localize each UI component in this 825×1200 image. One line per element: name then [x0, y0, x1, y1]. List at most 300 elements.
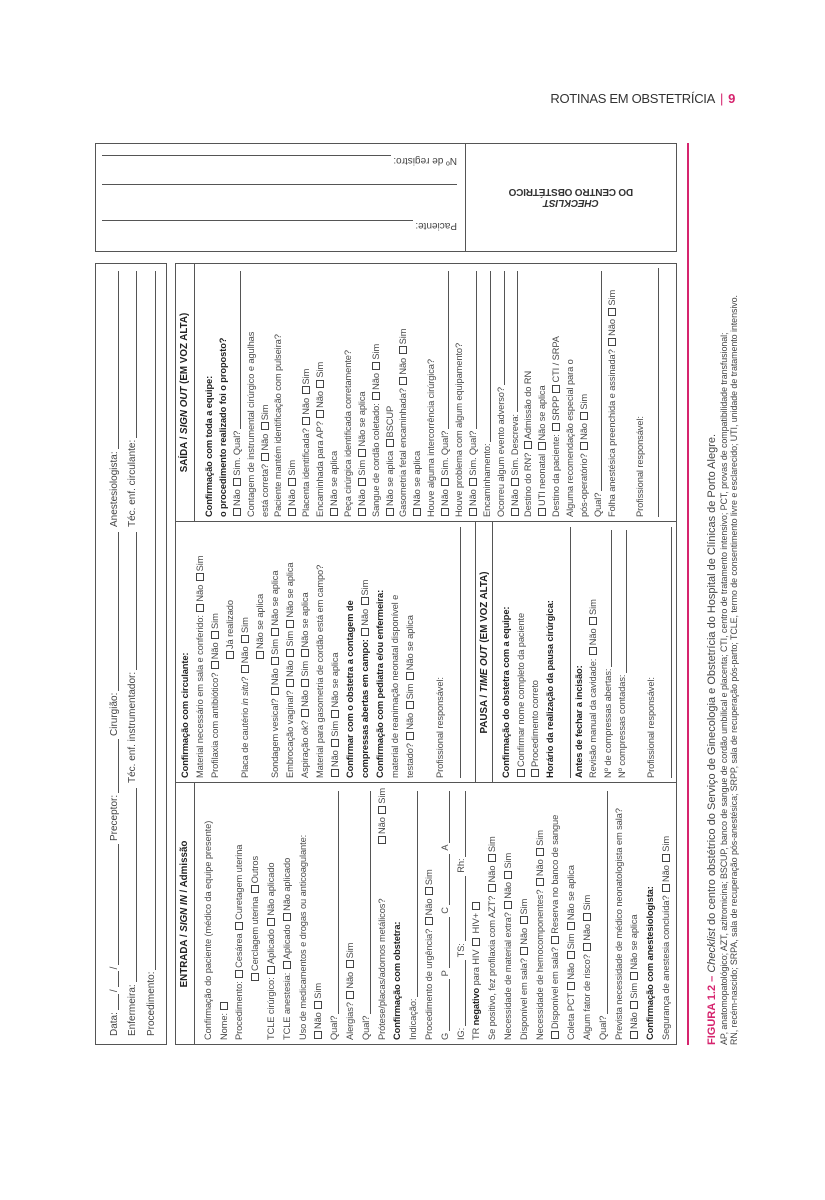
item-text: Procedimento de urgência?	[424, 926, 435, 1040]
nurse-field[interactable]	[124, 788, 138, 1036]
item-text: Sim	[578, 393, 589, 410]
checkbox[interactable]	[469, 478, 477, 486]
item-text: Algum fator de risco?	[582, 951, 593, 1040]
checkbox[interactable]	[520, 947, 528, 955]
checkbox[interactable]	[361, 628, 369, 636]
item-text: Sim	[376, 788, 387, 804]
checkbox[interactable]	[406, 732, 414, 740]
checkbox[interactable]	[358, 449, 366, 457]
item-text: Sim	[287, 460, 298, 476]
item-text: Não	[404, 710, 415, 730]
item-text: Não	[503, 879, 514, 899]
running-header-title: ROTINAS EM OBSTETRÍCIA	[550, 91, 715, 106]
checkbox[interactable]	[583, 943, 591, 951]
write-in-line[interactable]	[370, 791, 371, 1014]
checkbox[interactable]	[301, 679, 309, 687]
item-text: Já realizado	[224, 600, 235, 649]
checklist-item	[402, 527, 417, 778]
item-text: Sim	[404, 681, 415, 700]
item-text: Não	[359, 606, 370, 626]
checkbox[interactable]	[580, 442, 588, 450]
checklist-title-line2: DO CENTRO OBSTÉTRICO	[508, 186, 634, 198]
item-text: Não	[509, 486, 520, 506]
item-text: Destino da paciente:	[551, 431, 562, 517]
item-text: Folha anestésica preenchida e assinada?	[606, 346, 617, 517]
checkbox[interactable]	[316, 410, 324, 418]
write-in-line[interactable]	[465, 791, 466, 857]
checkbox[interactable]	[271, 628, 279, 636]
item-text: Não aplicado	[266, 862, 277, 916]
figure-caption	[706, 143, 739, 1045]
checkbox[interactable]	[288, 508, 296, 516]
checkbox[interactable]	[251, 973, 259, 981]
checkbox[interactable]	[504, 901, 512, 909]
item-bold-text: Confirmação com obstetra:	[392, 921, 403, 1040]
checkbox[interactable]	[517, 769, 525, 777]
checkbox[interactable]	[314, 1001, 322, 1009]
item-text: TR	[471, 1025, 482, 1040]
checklist-item	[563, 788, 579, 1040]
item-text: Ocorreu algum evento adverso?	[495, 387, 506, 517]
patient-label: Paciente:	[415, 220, 457, 231]
item-text: Sim	[398, 328, 409, 345]
item-text: Não se aplica	[404, 615, 415, 671]
item-text: IG:	[455, 1027, 466, 1040]
item-text: Necessidade de hemocomponentes?	[534, 887, 545, 1040]
checkbox[interactable]	[520, 916, 528, 924]
item-text: Aplicado	[281, 921, 292, 960]
checkbox[interactable]	[372, 362, 380, 370]
item-text: Uso de medicamentos e drogas ou anticoagulante:	[297, 834, 308, 1040]
checkbox[interactable]	[283, 961, 291, 969]
surgeon-field[interactable]	[106, 532, 120, 736]
item-text: Aplicado	[266, 926, 277, 964]
checklist-item	[484, 788, 500, 1040]
checkbox[interactable]	[630, 1001, 638, 1009]
write-in-line[interactable]	[449, 854, 450, 906]
checklist-item	[202, 268, 216, 517]
item-text: Não	[370, 370, 381, 390]
checkbox[interactable]	[316, 380, 324, 388]
checkbox[interactable]	[361, 597, 369, 605]
item-text: Sim	[284, 628, 295, 647]
checkbox[interactable]	[301, 709, 309, 717]
preceptor-field[interactable]	[106, 739, 120, 841]
checkbox[interactable]	[196, 604, 204, 612]
checklist-item	[341, 268, 355, 517]
signature-line[interactable]	[659, 527, 674, 778]
checkbox[interactable]	[406, 701, 414, 709]
checklist-item	[285, 268, 299, 517]
checklist-item	[615, 527, 630, 778]
item-text: Não	[424, 896, 435, 916]
checklist-item	[222, 527, 237, 778]
checkbox[interactable]	[226, 651, 234, 659]
rotated-page-content	[95, 143, 740, 1045]
item-text: Coleta PCT	[566, 990, 577, 1040]
checkbox[interactable]	[488, 884, 496, 892]
checkbox[interactable]	[286, 679, 294, 687]
checkbox[interactable]	[524, 441, 532, 449]
checkbox[interactable]	[233, 478, 241, 486]
checkbox[interactable]	[331, 739, 339, 747]
write-in-line[interactable]	[517, 271, 518, 412]
checkbox[interactable]	[301, 649, 309, 657]
instrument-tech-label: Téc. enf. instrumentador:	[127, 671, 138, 783]
checkbox[interactable]	[358, 478, 366, 486]
checklist-item	[342, 788, 358, 1040]
date-year-line[interactable]	[118, 844, 119, 965]
item-text: Profissional responsável:	[434, 677, 445, 778]
checkbox[interactable]	[399, 346, 407, 354]
item-text: Não	[194, 582, 205, 602]
write-in-line[interactable]	[465, 960, 466, 1026]
checklist-item	[630, 527, 645, 778]
checkbox[interactable]	[211, 661, 219, 669]
checklist-item	[216, 268, 230, 517]
item-text: Não	[284, 657, 295, 677]
signature-line[interactable]	[647, 268, 661, 517]
checkbox[interactable]	[386, 508, 394, 516]
checkbox[interactable]	[233, 508, 241, 516]
checkbox[interactable]	[472, 902, 480, 910]
item-text: Não se aplica	[269, 570, 280, 626]
item-text: está correta?	[259, 461, 270, 517]
checkbox[interactable]	[378, 806, 386, 814]
item-bold-text: o procedimento realizado foi o proposto?	[217, 337, 228, 517]
checkbox[interactable]	[488, 854, 496, 862]
caption-abbreviations-1: AP, anatomopatológico; AZT, azitromicina; BSCUP, banco de sangue de cordão umbilical e placenta; CTI, centro de tratamento intensivo; PCT, provas de compatibilidade transfusional;	[719, 332, 729, 1045]
checkbox[interactable]	[552, 423, 560, 431]
item-text: Não	[578, 420, 589, 440]
item-text: Paciente mantém identificação com pulseira?	[273, 334, 284, 517]
item-text: Procedimento:	[234, 978, 245, 1040]
checklist-item	[327, 527, 342, 778]
checkbox[interactable]	[630, 972, 638, 980]
instrument-tech-field[interactable]	[124, 532, 138, 783]
record-number-label: Nº de registro:	[393, 155, 457, 166]
write-in-line[interactable]	[449, 791, 450, 843]
write-in-line[interactable]	[607, 791, 608, 1014]
checkbox[interactable]	[413, 508, 421, 516]
signature-line[interactable]	[447, 527, 462, 778]
checkbox[interactable]	[358, 508, 366, 516]
checkbox[interactable]	[630, 1031, 638, 1039]
checklist-item	[595, 788, 611, 1040]
item-text: Qual?	[329, 1015, 340, 1040]
item-text: Não se aplica	[328, 450, 339, 506]
checklist-item	[516, 788, 532, 1040]
item-text: Qual?	[597, 1015, 608, 1040]
item-text: Cerclagem uterina	[250, 894, 261, 971]
item-text: Não	[629, 1009, 640, 1029]
anesthesiologist-field[interactable]	[106, 271, 120, 527]
item-text: para HIV	[471, 947, 482, 988]
checklist-item	[327, 268, 341, 517]
item-text: Nome:	[218, 1010, 229, 1040]
item-text: Sim	[629, 980, 640, 999]
write-in-line[interactable]	[626, 530, 627, 673]
checklist-item	[313, 268, 327, 517]
item-text: Destino do RN?	[523, 450, 534, 517]
checkbox[interactable]	[552, 385, 560, 393]
procedure-field[interactable]	[143, 271, 157, 1036]
checklist-item	[390, 788, 406, 1040]
checkbox[interactable]	[346, 960, 354, 968]
checkbox[interactable]	[211, 631, 219, 639]
checkbox[interactable]	[567, 951, 575, 959]
item-text: Placenta identificada?	[301, 425, 312, 517]
caption-rule	[687, 143, 689, 1045]
item-text: Sim	[239, 617, 250, 633]
checkbox[interactable]	[504, 871, 512, 879]
write-in-line[interactable]	[601, 271, 602, 491]
checkbox[interactable]	[267, 966, 275, 974]
anesthesiologist-label: Anestesiologista:	[109, 451, 120, 527]
checkbox[interactable]	[386, 439, 394, 447]
checklist-item	[619, 268, 633, 517]
checklist-item	[357, 527, 372, 778]
checkbox[interactable]	[235, 922, 243, 930]
checklist-item	[326, 788, 342, 1040]
item-text: HIV+	[471, 910, 482, 937]
checklist-item	[563, 268, 577, 517]
checkbox[interactable]	[551, 936, 559, 944]
checkbox[interactable]	[314, 1031, 322, 1039]
item-text: Não	[345, 969, 356, 989]
checklist-item	[372, 527, 387, 778]
checkbox[interactable]	[662, 884, 670, 892]
checklist-item	[232, 788, 248, 1040]
checkbox[interactable]	[330, 508, 338, 516]
checkbox[interactable]	[372, 392, 380, 400]
checkbox[interactable]	[589, 647, 597, 655]
write-in-line[interactable]	[504, 271, 505, 385]
checkbox[interactable]	[536, 848, 544, 856]
item-bold-text: Confirmação do obstetra com a equipe:	[501, 606, 512, 778]
date-field[interactable]	[106, 844, 120, 1036]
checklist-item	[421, 788, 437, 1040]
item-text: Sim	[518, 898, 529, 915]
date-label: Data:	[109, 1012, 120, 1036]
item-text: Curetagem uterina	[234, 844, 245, 920]
item-text: Não	[299, 687, 310, 707]
item-text: Peça cirúrgica identificada corretamente?	[342, 350, 353, 517]
item-text: Profissional responsável:	[634, 416, 645, 517]
circulating-tech-field[interactable]	[124, 271, 138, 527]
procedure-label: Procedimento:	[146, 971, 157, 1036]
checkbox[interactable]	[271, 657, 279, 665]
checkbox[interactable]	[235, 970, 243, 978]
checkbox[interactable]	[580, 412, 588, 420]
checklist-item	[480, 268, 494, 517]
item-text: Não	[315, 388, 326, 408]
circulating-tech-label: Téc. enf. circulante:	[127, 439, 138, 527]
checklist-item	[499, 527, 514, 778]
write-in-line[interactable]	[417, 791, 418, 997]
item-text: ?	[239, 674, 250, 682]
item-text: Sim	[424, 869, 435, 886]
write-in-line[interactable]	[465, 876, 466, 942]
checklist-item	[207, 527, 222, 778]
item-text: Não	[356, 486, 367, 506]
checklist-item	[601, 527, 616, 778]
checkbox[interactable]	[302, 386, 310, 394]
checklist-item	[532, 788, 548, 1040]
item-text: Sim	[588, 599, 599, 615]
item-italic-text: in situ	[239, 681, 250, 706]
checkbox[interactable]	[261, 422, 269, 430]
write-in-line[interactable]	[490, 271, 491, 442]
checklist-item	[405, 788, 421, 1040]
item-text: BSCUP	[384, 405, 395, 438]
checkbox[interactable]	[399, 377, 407, 385]
checklist-item	[528, 527, 543, 778]
checkbox[interactable]	[425, 917, 433, 925]
write-in-line[interactable]	[449, 917, 450, 969]
checkbox[interactable]	[472, 938, 480, 946]
item-text: Não	[239, 643, 250, 664]
checkbox[interactable]	[241, 635, 249, 643]
checkbox[interactable]	[302, 417, 310, 425]
checkbox[interactable]	[551, 1031, 559, 1039]
signature-line[interactable]	[557, 527, 572, 778]
checkbox[interactable]	[589, 617, 597, 625]
checkbox[interactable]	[536, 878, 544, 886]
checklist-item	[549, 268, 563, 517]
checklist-item	[252, 527, 267, 778]
item-text: Sim	[209, 613, 220, 629]
item-text: TCLE anestesia:	[281, 970, 292, 1040]
checkbox[interactable]	[608, 338, 616, 346]
item-text: Não	[259, 431, 270, 451]
item-text: CTI / SRPA	[551, 336, 562, 383]
item-text: material de reanimação neonatal disponível e	[389, 594, 400, 778]
checkbox[interactable]	[251, 885, 259, 893]
checkbox[interactable]	[331, 710, 339, 718]
checklist-item	[267, 527, 282, 778]
checkbox[interactable]	[583, 913, 591, 921]
checklist-item	[591, 268, 605, 517]
checklist-item	[500, 788, 516, 1040]
checkbox[interactable]	[220, 1002, 228, 1010]
checklist-item	[369, 268, 383, 517]
item-text: Confirmação do paciente (médico da equipe presente)	[202, 820, 213, 1040]
checklist-item	[642, 788, 658, 1040]
page-number: 9	[728, 91, 735, 106]
item-text: Não	[287, 486, 298, 506]
item-text: Não se aplica	[254, 593, 265, 649]
write-in-line[interactable]	[449, 979, 450, 1031]
checkbox[interactable]	[567, 982, 575, 990]
item-text: Sim	[345, 942, 356, 959]
item-text: Sim	[194, 555, 205, 572]
checkbox[interactable]	[511, 478, 519, 486]
checkbox[interactable]	[346, 991, 354, 999]
write-in-line[interactable]	[338, 791, 339, 1014]
item-text: Não	[534, 856, 545, 877]
item-text: Material para gasometria de cordão está em campo?	[314, 564, 325, 778]
checkbox[interactable]	[406, 672, 414, 680]
circulating-confirmation-section	[177, 527, 462, 778]
item-text: Disponível em sala?	[550, 944, 561, 1029]
item-text: P	[439, 970, 450, 977]
checkbox[interactable]	[256, 651, 264, 659]
checkbox[interactable]	[283, 913, 291, 921]
checkbox[interactable]	[538, 508, 546, 516]
time-out-heading: PAUSA / TIME OUT (EM VOZ ALTA)	[475, 522, 493, 783]
item-bold-text: Horário da realização da pausa cirúrgica:	[544, 600, 555, 778]
checklist-item	[271, 268, 285, 517]
checklist-item	[605, 268, 619, 517]
checkbox[interactable]	[267, 918, 275, 926]
write-in-line[interactable]	[476, 271, 477, 429]
item-text: Não	[301, 395, 312, 415]
checkbox[interactable]	[441, 478, 449, 486]
item-text: Não	[518, 925, 529, 945]
checkbox[interactable]	[271, 687, 279, 695]
checklist-item	[263, 788, 279, 1040]
checklist-item	[299, 268, 313, 517]
checkbox[interactable]	[286, 649, 294, 657]
item-text: Sim	[487, 836, 498, 853]
checkbox[interactable]	[608, 308, 616, 316]
checkbox[interactable]	[538, 442, 546, 450]
write-in-line[interactable]	[611, 530, 612, 667]
checkbox[interactable]	[261, 453, 269, 461]
header-separator: |	[719, 91, 724, 106]
item-bold-text: Confirmar com o obstetra a contagem de	[344, 600, 355, 778]
checkbox[interactable]	[196, 573, 204, 581]
checkbox[interactable]	[662, 854, 670, 862]
date-separator: /	[109, 989, 120, 993]
item-text: Nº de compressas abertas:	[602, 668, 613, 778]
item-text: Sim	[259, 404, 270, 421]
item-text: A	[439, 844, 450, 851]
checklist-item	[494, 268, 508, 517]
checkbox[interactable]	[378, 836, 386, 844]
checkbox[interactable]	[469, 508, 477, 516]
checkbox[interactable]	[288, 478, 296, 486]
checklist-item	[452, 268, 466, 517]
sign-out-heading: SAÍDA / SIGN OUT (EM VOZ ALTA)	[175, 263, 195, 522]
checkbox[interactable]	[531, 769, 539, 777]
running-header	[550, 91, 735, 106]
item-text: Não	[487, 863, 498, 883]
checkbox[interactable]	[567, 922, 575, 930]
checkbox[interactable]	[331, 769, 339, 777]
item-text: Não	[661, 862, 671, 882]
item-text: C	[439, 907, 450, 914]
item-text: Não se aplica	[299, 592, 310, 648]
checklist-item	[633, 268, 647, 517]
checkbox[interactable]	[441, 508, 449, 516]
item-text: Necessidade de material extra?	[503, 909, 514, 1040]
checkbox[interactable]	[425, 887, 433, 895]
write-in-line[interactable]	[448, 271, 449, 429]
checkbox[interactable]	[241, 665, 249, 673]
item-text: Não se aplica	[384, 448, 395, 506]
checklist-item	[230, 268, 244, 517]
write-in-line[interactable]	[240, 271, 241, 429]
item-text: Aspiração ok?	[299, 717, 310, 778]
surgeon-label: Cirurgião:	[109, 692, 120, 736]
checkbox[interactable]	[286, 620, 294, 628]
item-text: Se positivo, fez profilaxia com AZT?	[487, 893, 498, 1040]
item-text: Houve problema com algum equipamento?	[453, 342, 464, 517]
checkbox[interactable]	[511, 508, 519, 516]
checklist-item	[577, 268, 591, 517]
